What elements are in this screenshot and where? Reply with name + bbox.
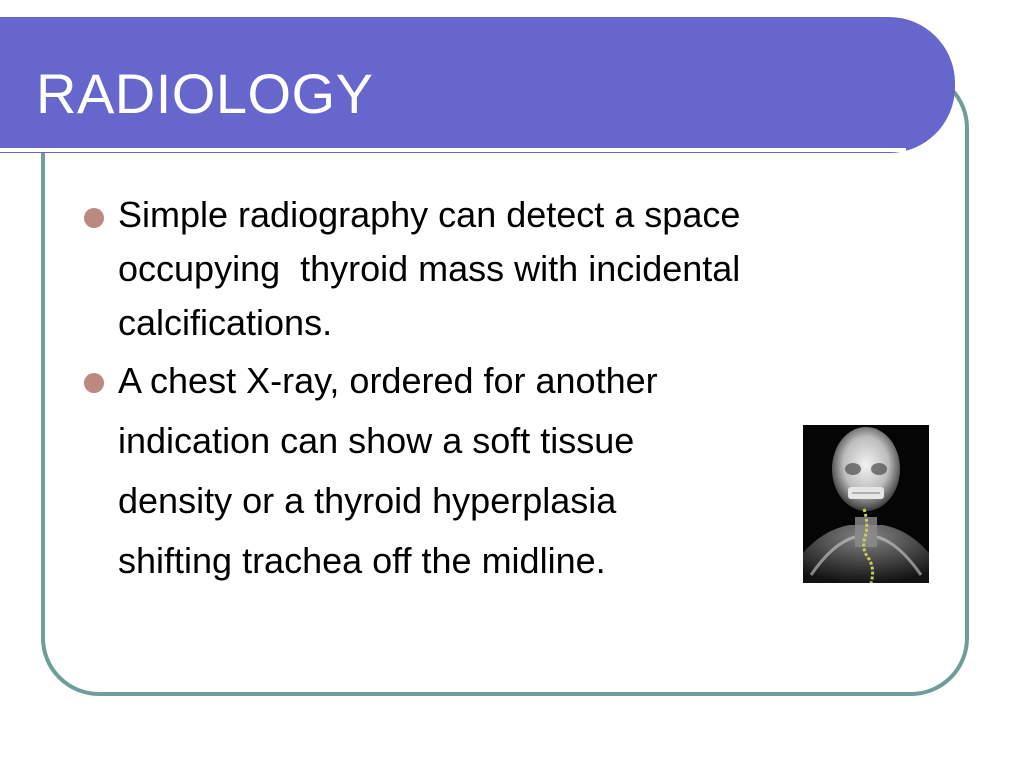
title-underline xyxy=(0,148,906,152)
bullet-item xyxy=(84,188,918,350)
bullet-item xyxy=(84,351,918,591)
bullet-text: Simple radiography can detect a space occupying thyroid mass with incidental calcifications. xyxy=(118,194,741,343)
xray-image xyxy=(803,425,929,583)
slide-title: RADIOLOGY xyxy=(36,62,374,125)
bullet-text: A chest X-ray, ordered for another indication can show a soft tissue density or a thyroid hyperplasia shifting trachea off the midline. xyxy=(118,360,658,581)
bullet-list xyxy=(84,188,918,592)
bullet-dot-icon xyxy=(84,208,104,228)
title-bar xyxy=(0,17,955,153)
bullet-dot-icon xyxy=(84,373,104,393)
xray-icon xyxy=(803,425,929,583)
